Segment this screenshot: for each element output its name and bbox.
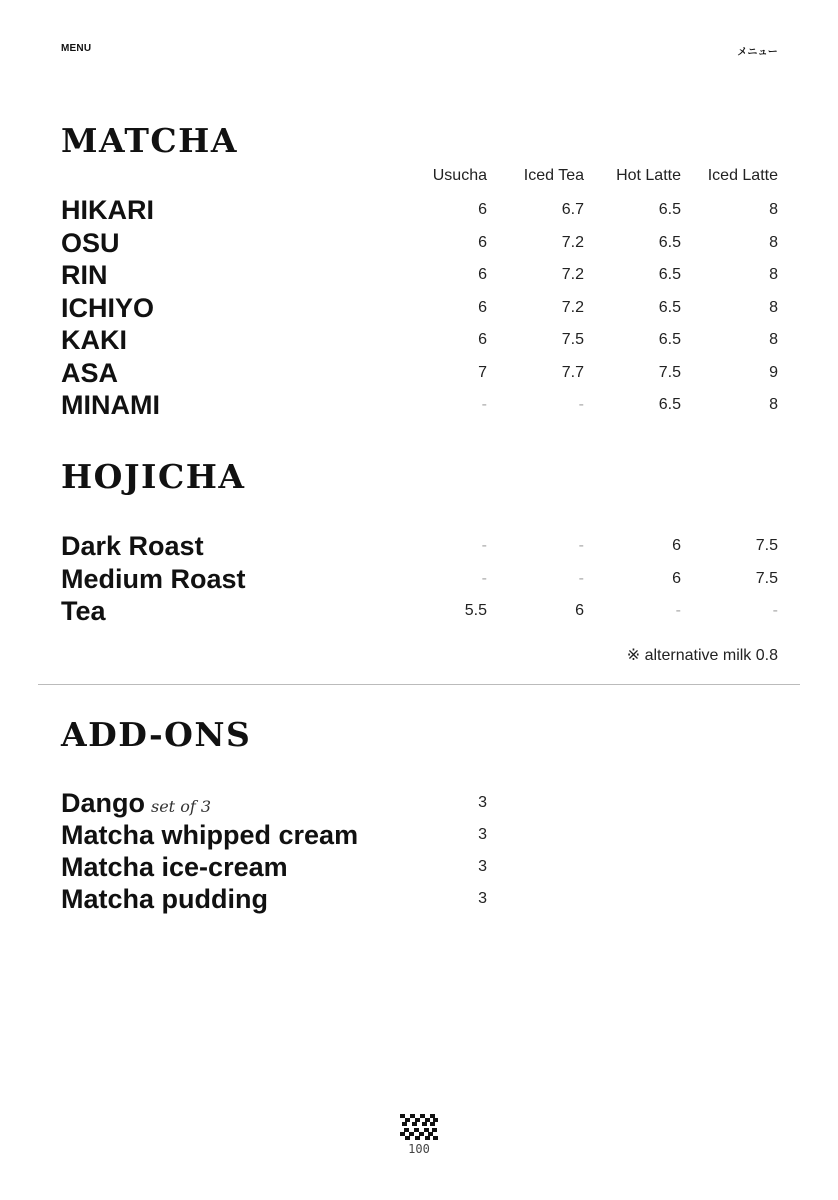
item-name <box>61 195 154 225</box>
item-name-text: Tea <box>61 596 106 626</box>
price-cell: 8 <box>769 331 778 348</box>
addon-price: 3 <box>478 826 487 843</box>
menu-row-dark-roast <box>61 531 779 561</box>
item-name <box>61 596 106 626</box>
addon-name-text: Dango <box>61 788 145 818</box>
item-name-text: Dark Roast <box>61 531 204 561</box>
price-cell: 7.2 <box>561 298 584 316</box>
addon-row-matcha-whipped-cream <box>61 820 779 850</box>
menu-row-asa <box>61 358 779 388</box>
price-cell: 6 <box>672 569 681 587</box>
price-cell: 5.5 <box>464 602 487 619</box>
price-cell: 6 <box>478 201 487 218</box>
price-cell: 8 <box>769 233 778 251</box>
hojicha-section-title: HOJICHA <box>61 457 246 496</box>
price-cell: - <box>578 537 584 554</box>
addon-name <box>61 852 288 882</box>
price-cell: - <box>481 537 487 554</box>
item-name <box>61 260 108 290</box>
price-cell: 7.5 <box>755 537 778 554</box>
menu-row-tea <box>61 596 779 626</box>
item-name-text: Medium Roast <box>61 563 246 594</box>
addons-section-title: ADD-ONS <box>61 715 252 754</box>
price-cell: 7.2 <box>561 266 584 283</box>
price-cell: - <box>481 396 487 413</box>
addon-name <box>61 820 358 850</box>
price-cell: 6.5 <box>658 266 681 283</box>
menu-row-rin <box>61 260 779 290</box>
price-cell: - <box>578 569 584 587</box>
price-cell: 7.5 <box>755 569 778 587</box>
price-cell: 7.5 <box>561 331 584 348</box>
price-cell: 6.7 <box>561 201 584 218</box>
menu-row-ichiyo <box>61 293 779 323</box>
item-name-text: ICHIYO <box>61 292 155 323</box>
price-cell: 6 <box>478 266 487 283</box>
column-header-hot-latte: Hot Latte <box>616 167 681 184</box>
price-cell: 7.5 <box>658 363 681 381</box>
price-cell: - <box>481 569 487 587</box>
price-cell: 6 <box>478 331 487 348</box>
price-cell: 8 <box>769 298 778 316</box>
addon-name-text: Matcha ice-cream <box>61 852 288 882</box>
price-cell: 8 <box>769 201 778 218</box>
addon-row-matcha-ice-cream <box>61 852 779 882</box>
price-cell: 9 <box>769 363 778 381</box>
price-cell: 7.7 <box>561 363 584 381</box>
addon-price: 3 <box>478 858 487 875</box>
addon-name-text: Matcha pudding <box>61 884 268 914</box>
section-divider <box>38 684 800 685</box>
item-name <box>61 325 127 355</box>
item-name-text: HIKARI <box>61 195 154 225</box>
price-cell: 8 <box>769 396 778 413</box>
menu-label: MENU <box>61 43 92 54</box>
addon-row-matcha-pudding <box>61 884 779 914</box>
item-name-text: KAKI <box>61 325 127 355</box>
item-name-text: RIN <box>61 260 108 290</box>
item-name <box>61 358 118 388</box>
menu-row-osu <box>61 228 779 258</box>
column-header-usucha: Usucha <box>432 167 487 184</box>
addon-note: set of 3 <box>151 797 212 816</box>
price-cell: 8 <box>769 266 778 283</box>
item-name <box>61 228 120 258</box>
price-cell: 6.5 <box>658 201 681 218</box>
menu-row-kaki <box>61 325 779 355</box>
menu-row-minami <box>61 390 779 420</box>
checkered-logo-icon <box>400 1114 438 1140</box>
addon-price: 3 <box>478 890 487 907</box>
price-cell: 6 <box>672 537 681 554</box>
price-cell: 6 <box>478 298 487 316</box>
item-name <box>61 531 204 561</box>
price-cell: - <box>578 396 584 413</box>
item-name <box>61 293 154 323</box>
item-name <box>61 564 246 594</box>
item-name-text: MINAMI <box>61 390 160 420</box>
menu-row-medium-roast <box>61 564 779 594</box>
item-name-text: ASA <box>61 357 119 388</box>
column-header-iced-latte: Iced Latte <box>707 167 778 184</box>
item-name <box>61 390 160 420</box>
menu-japanese-label: メニュー <box>737 47 778 58</box>
addon-name <box>61 884 268 914</box>
addon-name-text: Matcha whipped cream <box>61 820 359 850</box>
price-cell: 6.5 <box>658 298 681 316</box>
price-cell: - <box>675 602 681 619</box>
alternative-milk-note: ※ alternative milk 0.8 <box>626 647 778 664</box>
price-cell: 7.2 <box>561 233 584 251</box>
price-cell: 6.5 <box>658 396 681 413</box>
menu-row-hikari <box>61 195 779 225</box>
price-cell: 6.5 <box>658 233 681 251</box>
matcha-section-title: MATCHA <box>61 121 238 160</box>
addon-row-dango <box>61 788 779 818</box>
column-header-iced-tea: Iced Tea <box>523 167 584 184</box>
item-name-text: OSU <box>61 227 120 258</box>
price-cell: 7 <box>478 363 487 381</box>
page-number: 100 <box>408 1142 430 1156</box>
price-cell: 6 <box>478 233 487 251</box>
price-cell: - <box>772 602 778 619</box>
addon-price: 3 <box>478 794 487 811</box>
price-cell: 6 <box>575 602 584 619</box>
addon-name <box>61 788 211 822</box>
price-cell: 6.5 <box>658 331 681 348</box>
